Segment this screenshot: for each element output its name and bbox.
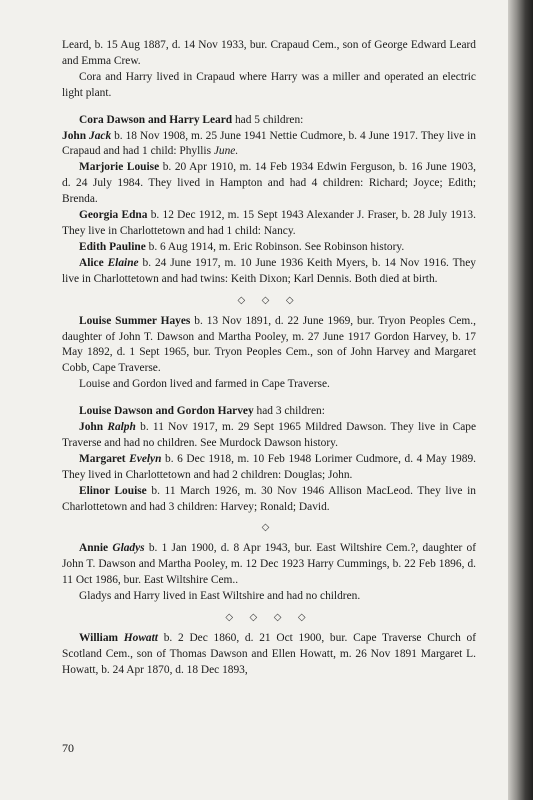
person-name: Louise Summer Hayes (79, 314, 191, 327)
child-text: b. 20 Apr 1910, m. 14 Feb 1934 Edwin Ferguson, b. 16 June 1903, d. 24 July 1984. They lived in Hampton and had 4 children: Richard; Joyce; Edith; Brenda. (62, 161, 476, 206)
heading-leard-children (62, 113, 476, 129)
heading-bold: Louise Dawson and Gordon Harvey (79, 405, 254, 418)
child-entry-elinor (62, 484, 476, 516)
child-entry-alice (62, 256, 476, 288)
child-name: Elinor Louise (79, 484, 147, 497)
paragraph-louise (62, 314, 476, 378)
separator-diamonds-four: ◇ ◇ ◇ ◇ (225, 612, 313, 624)
child-name: Margaret (79, 452, 130, 465)
child-text: b. 11 Nov 1917, m. 29 Sept 1965 Mildred Dawson. They live in Cape Traverse and had no children. See Murdock Dawson history. (62, 421, 476, 449)
child-entry-marjorie (62, 160, 476, 208)
heading-rest: had 5 children: (232, 113, 304, 126)
paragraph-annie (62, 541, 476, 589)
child-name: Alice (79, 256, 108, 269)
heading-bold: Cora Dawson and Harry Leard (79, 113, 233, 126)
child-name: Edith Pauline (79, 240, 146, 253)
child-nickname: Jack (89, 129, 112, 142)
child-entry-edith (62, 240, 476, 256)
person-nickname: Howatt (123, 632, 158, 645)
paragraph-william (62, 631, 476, 679)
person-nickname: Gladys (112, 542, 145, 555)
child-text: b. 24 June 1917, m. 10 June 1936 Keith Myers, b. 14 Nov 1916. They live in Charlottetown and had twins: Keith Dixon; Karl Dennis. Both died at birth. (62, 256, 476, 285)
page-text (62, 38, 476, 679)
paragraph-leard: Leard, b. 15 Aug 1887, d. 14 Nov 1933, bur. Crapaud Cem., son of George Edward Leard and Emma Crew. (62, 39, 476, 67)
child-name: Marjorie Louise (79, 161, 160, 174)
child-name: John (79, 421, 108, 434)
child-name: John (62, 129, 89, 142)
child-text: b. 6 Aug 1914, m. Eric Robinson. See Robinson history. (145, 240, 405, 253)
child-name: Georgia Edna (79, 209, 148, 222)
separator-diamond: ◇ (261, 522, 277, 534)
paragraph-east-wiltshire: Gladys and Harry lived in East Wiltshire and had no children. (79, 590, 361, 603)
heading-rest: had 3 children: (253, 405, 325, 418)
paragraph-cape-traverse: Louise and Gordon lived and farmed in Cape Traverse. (79, 378, 330, 391)
child-nickname: Evelyn (129, 452, 162, 465)
child-text: b. 18 Nov 1908, m. 25 June 1941 Nettie Cudmore, b. 4 June 1917. They live in Crapaud and had 1 child: Phyllis (62, 129, 476, 158)
child-text: b. 6 Dec 1918, m. 10 Feb 1948 Lorimer Cudmore, d. 4 May 1989. They lived in Charlottetown and had 2 children: Douglas; John. (62, 452, 476, 481)
child-entry-john-ralph (62, 420, 476, 452)
child-text: b. 12 Dec 1912, m. 15 Sept 1943 Alexander J. Fraser, b. 28 July 1913. They live in Charlottetown and had 1 child: Nancy. (62, 209, 476, 237)
child-entry-john-jack (62, 129, 476, 161)
child-nickname: Ralph (107, 421, 136, 434)
page-number: 70 (62, 741, 74, 755)
child-entry-georgia (62, 208, 476, 240)
person-text: b. 1 Jan 1900, d. 8 Apr 1943, bur. East Wiltshire Cem.?, daughter of John T. Dawson and Martha Pooley, m. 12 Dec 1923 Harry Cummings, b. 22 Feb 1896, d. 11 Oct 1986, bur. East Wiltshire Cem.. (62, 542, 476, 587)
person-text: b. 2 Dec 1860, d. 21 Oct 1900, bur. Cape Traverse Church of Scotland Cem., son of Thomas Dawson and Ellen Howatt, m. 26 Nov 1891 Margaret L. Howatt, b. 24 Apr 1870, d. 18 Dec 1893, (62, 632, 476, 676)
person-text: b. 13 Nov 1891, d. 22 June 1969, bur. Tryon Peoples Cem., daughter of John T. Dawson and Martha Pooley, m. 27 June 1917 Gordon Harvey, b. 17 May 1892, d. 1 Sept 1965, bur. Tryon Peoples Cem., son of John Harvey and Margaret Cobb, Cape Traverse. (62, 314, 476, 375)
heading-harvey-children (62, 404, 476, 420)
person-name: William (79, 632, 124, 645)
child-italic: June. (213, 145, 239, 158)
child-entry-margaret (62, 452, 476, 484)
child-nickname: Elaine (107, 256, 139, 269)
separator-diamonds: ◇ ◇ ◇ (237, 294, 301, 306)
paragraph-crapaud: Cora and Harry lived in Crapaud where Harry was a miller and operated an electric light plant. (62, 70, 476, 99)
child-text: b. 11 March 1926, m. 30 Nov 1946 Allison MacLeod. They live in Charlottetown and had 3 children: Harvey; Ronald; David. (62, 484, 476, 513)
book-spine-shadow (508, 0, 533, 800)
person-name: Annie (79, 542, 113, 555)
